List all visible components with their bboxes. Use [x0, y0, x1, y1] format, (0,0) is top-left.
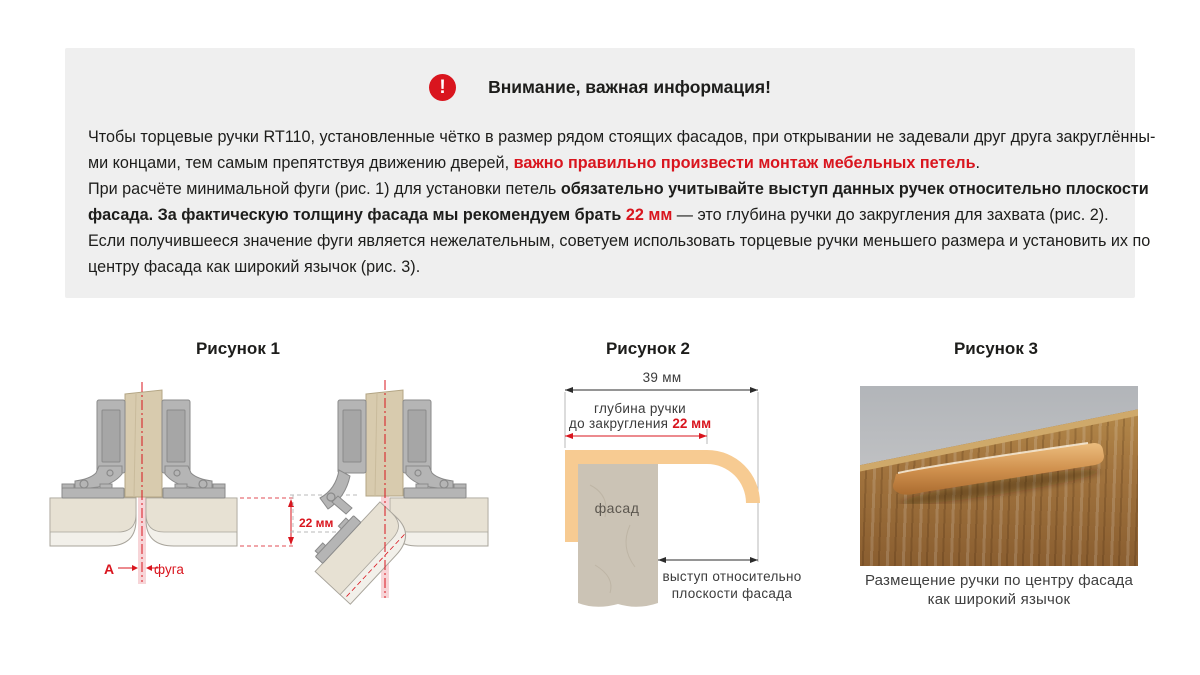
- text-line: [88, 176, 1149, 202]
- figure3-caption: [845, 571, 1153, 609]
- thickness-dimension: [240, 498, 334, 546]
- door-front-left-face: [50, 498, 136, 532]
- protrusion-label-line2: плоскости фасада: [671, 586, 793, 601]
- text-line: [88, 124, 1156, 150]
- text-line: [88, 202, 1115, 228]
- gap-a-label: A: [103, 561, 115, 577]
- figure1-title: Рисунок 1: [195, 339, 281, 358]
- caption-line: Размещение ручки по центру фасада: [864, 572, 1134, 589]
- depth-value: 22 мм: [672, 416, 712, 431]
- notice-body: [88, 124, 1156, 280]
- depth-dimension: [565, 401, 711, 439]
- hinge-left-extended: [320, 400, 366, 514]
- width-dim-label: 39 мм: [642, 370, 682, 385]
- door-front-right-face: [146, 498, 237, 532]
- figure1-hinge-diagram: [48, 366, 520, 610]
- facade-panel: [578, 464, 658, 607]
- notice-title: Внимание, важная информация!: [488, 77, 771, 97]
- text-segment: Если получившееся значение фуги является нежелательным, советуем использовать торцевые ручки меньшего размера и установить их по: [88, 232, 1151, 250]
- protrusion-dimension: [658, 557, 802, 601]
- text-segment-red: важно правильно произвести монтаж мебельных петель: [513, 154, 976, 172]
- hinge-right: [162, 400, 225, 498]
- figure3-photo: [860, 386, 1138, 566]
- notice-panel: [65, 48, 1156, 298]
- text-segment-red: 22 мм: [625, 206, 673, 224]
- handle-photo: [888, 432, 1110, 504]
- door-front-right-face: [390, 498, 488, 532]
- text-segment: ми концами, тем самым препятствуя движению дверей,: [88, 154, 514, 172]
- hinge-right: [403, 400, 466, 498]
- cabinet-panel: [125, 390, 162, 497]
- notice-header: [65, 48, 1135, 101]
- depth-label-text: до закругления: [568, 416, 673, 431]
- text-line: [88, 254, 1115, 280]
- figure1-open-door-drawing: [290, 380, 488, 604]
- caption-line: как широкий язычок: [927, 591, 1071, 608]
- text-line: [88, 150, 1115, 176]
- text-segment: При расчёте минимальной фуги (рис. 1) для установки петель: [88, 180, 561, 198]
- text-segment: Чтобы торцевые ручки RT110, установленные чётко в размер рядом стоящих фасадов, при открывании не задевали друг друга закруглённы-: [88, 128, 1156, 146]
- text-segment: центру фасада как широкий язычок (рис. 3).: [88, 258, 421, 276]
- depth-label-line1: глубина ручки: [594, 401, 686, 416]
- protrusion-label-line1: выступ относительно: [662, 569, 802, 584]
- text-line: [88, 228, 1151, 254]
- text-segment-bold: обязательно учитывайте выступ данных ручек относительно плоскости: [560, 180, 1149, 198]
- text-segment: — это глубина ручки до закругления для захвата (рис. 2).: [672, 206, 1109, 224]
- figure3-title: Рисунок 3: [953, 339, 1039, 358]
- figure2-title: Рисунок 2: [605, 339, 691, 358]
- text-segment-bold: фасада. За фактическую толщину фасада мы рекомендуем брать: [88, 206, 626, 224]
- width-dimension: [565, 370, 758, 393]
- gap-fuga-label: фуга: [154, 562, 184, 577]
- facade-label: фасад: [594, 500, 640, 516]
- figure1-closed-doors-drawing: [50, 382, 334, 584]
- warning-exclamation-icon: !: [429, 74, 456, 101]
- depth-label-line2: [569, 416, 711, 431]
- text-segment: .: [975, 154, 981, 172]
- thickness-dim-label: 22 мм: [299, 516, 334, 530]
- hinge-left: [62, 400, 125, 498]
- figure2-handle-profile-diagram: [560, 365, 810, 615]
